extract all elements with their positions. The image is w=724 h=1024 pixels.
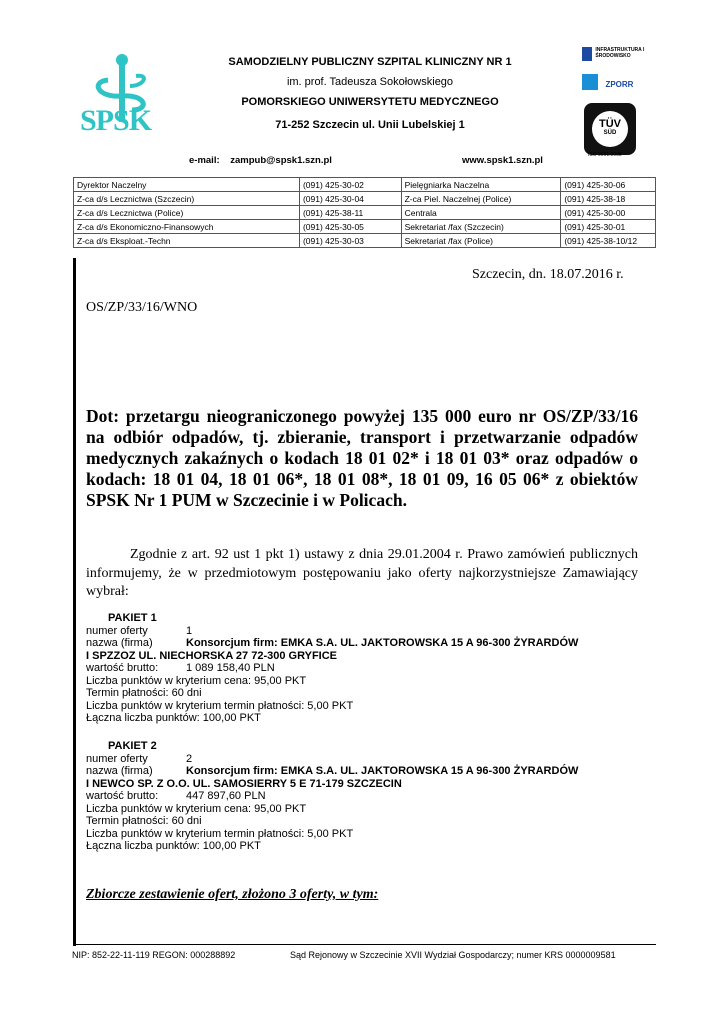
package-1 — [86, 612, 646, 725]
zporr-icon — [582, 74, 598, 90]
contact-row — [74, 178, 656, 192]
contacts-table — [73, 177, 656, 248]
contact-row — [74, 206, 656, 220]
logo-text: SPSK — [80, 104, 152, 137]
contact-phone: (091) 425-38-18 — [561, 192, 656, 206]
contact-role: Sekretariat /fax (Police) — [401, 234, 561, 248]
hospital-patron: im. prof. Tadeusza Sokołowskiego — [286, 76, 454, 88]
summary-heading: Zbiorcze zestawienie ofert, złożono 3 oferty, w tym: — [86, 887, 379, 902]
package-title: PAKIET 2 — [108, 740, 157, 752]
firm-name-line1: Konsorcjum firm: EMKA S.A. UL. JAKTOROWSKA 15 A 96-300 ŻYRARDÓW — [186, 765, 579, 777]
offer-number: 1 — [186, 624, 193, 637]
margin-line — [73, 258, 76, 946]
contact-role: Z-ca d/s Lecznictwa (Szczecin) — [74, 192, 300, 206]
payment-term: Termin płatności: 60 dni — [86, 815, 202, 827]
contact-role: Dyrektor Naczelny — [74, 178, 300, 192]
contact-phone: (091) 425-30-03 — [299, 234, 401, 248]
offer-number-label: numer oferty — [86, 624, 148, 637]
value-label: wartość brutto: — [86, 790, 159, 802]
contact-phone: (091) 425-30-05 — [299, 220, 401, 234]
contact-phone: (091) 425-30-02 — [299, 178, 401, 192]
footer-tax-ids: NIP: 852-22-11-119 REGON: 000288892 — [72, 950, 236, 960]
term-points: Liczba punktów w kryterium termin płatności: 5,00 PKT — [86, 699, 354, 712]
hospital-name: SAMODZIELNY PUBLICZNY SZPITAL KLINICZNY NR 1 — [228, 56, 512, 68]
letter-date: Szczecin, dn. 18.07.2016 r. — [472, 267, 624, 282]
value-label: wartość brutto: — [86, 662, 159, 674]
footer-court-registry: Sąd Rejonowy w Szczecinie XVII Wydział Gospodarczy; numer KRS 0000009581 — [290, 950, 616, 960]
contact-role: Z-ca Piel. Naczelnej (Police) — [401, 192, 561, 206]
contact-role: Centrala — [401, 206, 561, 220]
contact-row — [74, 192, 656, 206]
flag-icon — [582, 47, 592, 61]
contact-phone: (091) 425-38-11 — [299, 206, 401, 220]
hospital-logo — [80, 52, 175, 142]
payment-term: Termin płatności: 60 dni — [86, 687, 202, 699]
contact-role: Z-ca d/s Eksploat.-Techn — [74, 234, 300, 248]
contact-phone: (091) 425-38-10/12 — [561, 234, 656, 248]
total-points: Łączna liczba punktów: 100,00 PKT — [86, 712, 261, 724]
contact-phone: (091) 425-30-06 — [561, 178, 656, 192]
footer-divider — [73, 944, 656, 945]
contact-phone: (091) 425-30-04 — [299, 192, 401, 206]
firm-name-label: nazwa (firma) — [86, 637, 153, 649]
contact-phone: (091) 425-30-00 — [561, 206, 656, 220]
email-label: e-mail: — [189, 155, 220, 166]
website-link[interactable]: www.spsk1.szn.pl — [462, 155, 543, 166]
university-name: POMORSKIEGO UNIWERSYTETU MEDYCZNEGO — [241, 96, 499, 108]
price-points: Liczba punktów w kryterium cena: 95,00 PKT — [86, 674, 307, 687]
gross-value: 1 089 158,40 PLN — [186, 662, 275, 674]
iso-label: ISO 9001:2008 — [588, 152, 622, 158]
offer-number-label: numer oferty — [86, 752, 148, 765]
package-2 — [86, 740, 646, 853]
tuv-certificate-badge: TÜV SÜD — [584, 103, 636, 155]
firm-name-label: nazwa (firma) — [86, 765, 153, 777]
contact-role: Z-ca d/s Ekonomiczno-Finansowych — [74, 220, 300, 234]
contact-row — [74, 220, 656, 234]
email-link[interactable]: zampub@spsk1.szn.pl — [230, 155, 332, 166]
offer-number: 2 — [186, 752, 193, 765]
firm-name-line1: Konsorcjum firm: EMKA S.A. UL. JAKTOROWSKA 15 A 96-300 ŻYRARDÓW — [186, 637, 579, 649]
contact-role: Z-ca d/s Lecznictwa (Police) — [74, 206, 300, 220]
gross-value: 447 897,60 PLN — [186, 790, 266, 802]
hospital-address: 71-252 Szczecin ul. Unii Lubelskiej 1 — [275, 119, 465, 131]
package-title: PAKIET 1 — [108, 612, 157, 624]
term-points: Liczba punktów w kryterium termin płatności: 5,00 PKT — [86, 827, 354, 840]
firm-name-line2: I SPZZOZ UL. NIECHORSKA 27 72-300 GRYFICE — [86, 649, 338, 662]
intro-paragraph: Zgodnie z art. 92 ust 1 pkt 1) ustawy z dnia 29.01.2004 r. Prawo zamówień publicznych informujemy, że w przedmiotowym postępowaniu jako oferty najkorzystniejsze Zamawiający wybrał: — [86, 547, 638, 599]
price-points: Liczba punktów w kryterium cena: 95,00 PKT — [86, 802, 307, 815]
contact-row — [74, 234, 656, 248]
contact-role: Sekretariat /fax (Szczecin) — [401, 220, 561, 234]
reference-number: OS/ZP/33/16/WNO — [86, 300, 198, 315]
total-points: Łączna liczba punktów: 100,00 PKT — [86, 840, 261, 852]
contact-phone: (091) 425-30-01 — [561, 220, 656, 234]
firm-name-line2: I NEWCO SP. Z O.O. UL. SAMOSIERRY 5 E 71-179 SZCZECIN — [86, 777, 402, 790]
letter-subject: Dot: przetargu nieograniczonego powyżej 135 000 euro nr OS/ZP/33/16 na odbiór odpadów, tj. zbieranie, transport i przetwarzanie odpadów medycznych zakaźnych o kodach 18 01 02* i 18 01 03* oraz odpadów o kodach: 18 01 04, 18 01 06*, 18 01 08*, 18 01 09, 16 05 06* z obiektów SPSK Nr 1 PUM w Szczecinie i w Policach. — [86, 406, 638, 510]
badge-infrastruktura: INFRASTRUKTURA I ŚRODOWISKO — [582, 47, 652, 67]
badge-zporr: ZPORR — [582, 74, 652, 96]
contact-role: Pielęgniarka Naczelna — [401, 178, 561, 192]
